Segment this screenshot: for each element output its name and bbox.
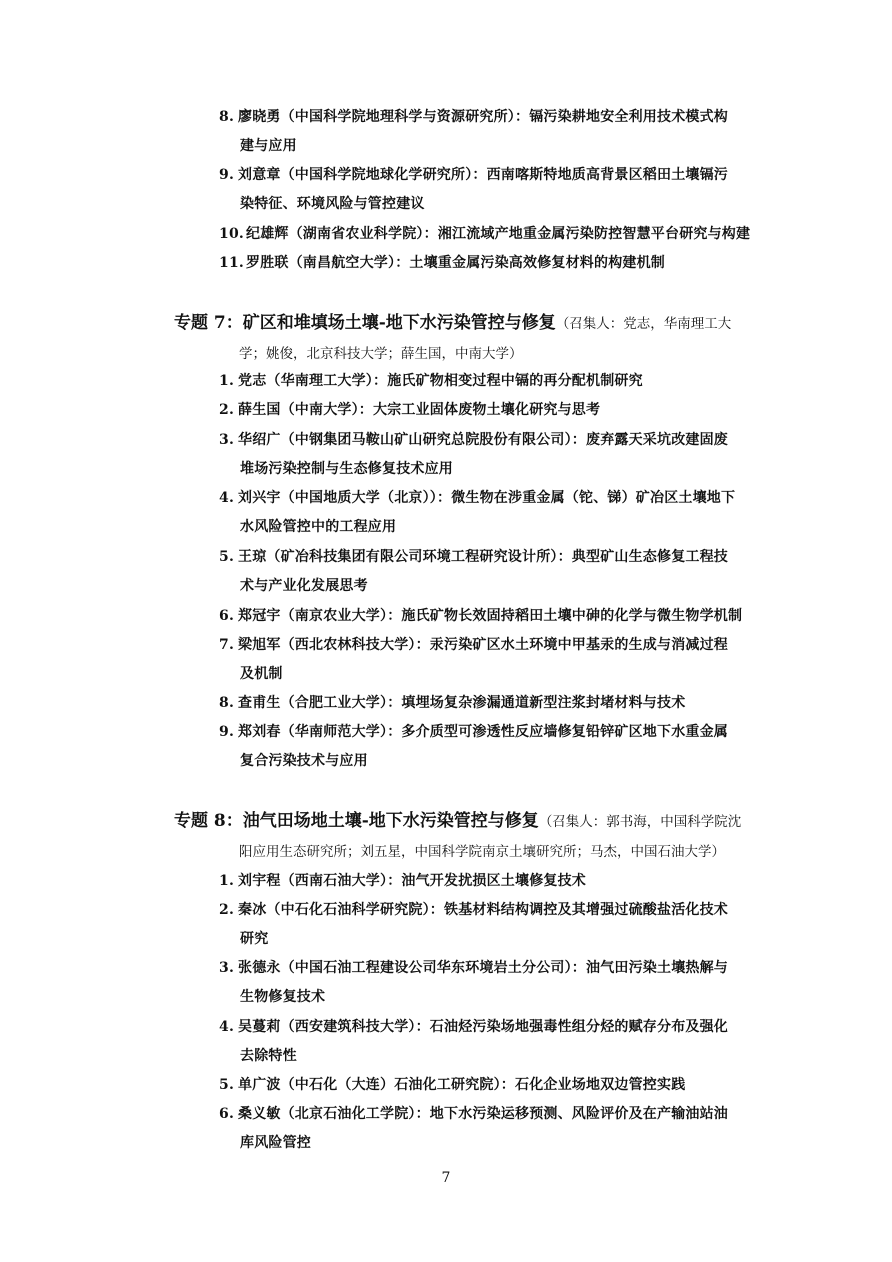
list-item	[219, 484, 779, 542]
item-text: 单广波（中石化（大连）石油化工研究院）：石化企业场地双边管控实践	[238, 1077, 686, 1093]
list-item	[219, 718, 779, 776]
item-number: 7.	[219, 637, 235, 653]
item-text: 党志（华南理工大学）：施氏矿物相变过程中镉的再分配机制研究	[238, 373, 643, 389]
item-text-continued: 复合污染技术与应用	[240, 753, 368, 769]
list-item	[219, 396, 779, 425]
item-number: 5.	[219, 1077, 235, 1093]
item-number: 9.	[219, 724, 235, 740]
topic-conveners: （召集人：党志，华南理工大	[555, 316, 732, 332]
list-item	[219, 689, 779, 718]
item-text-continued: 去除特性	[240, 1048, 297, 1064]
item-text-continued: 建与应用	[240, 138, 297, 154]
list-item	[219, 1013, 779, 1071]
item-text-continued: 术与产业化发展思考	[240, 578, 368, 594]
item-text: 郑冠宇（南京农业大学）：施氏矿物长效固持稻田土壤中砷的化学与微生物学机制	[238, 608, 743, 624]
list-item	[219, 103, 779, 161]
item-number: 2.	[219, 902, 235, 918]
item-number: 3.	[219, 960, 235, 976]
list-item	[219, 543, 779, 601]
list-item	[219, 1071, 779, 1100]
page-number: 7	[441, 1170, 451, 1186]
list-item	[219, 602, 779, 631]
item-number: 4.	[219, 490, 235, 506]
item-text: 查甫生（合肥工业大学）：填埋场复杂渗漏通道新型注浆封堵材料与技术	[238, 695, 686, 711]
list-item	[219, 631, 779, 689]
list-item	[219, 1100, 779, 1158]
item-text: 王琼（矿冶科技集团有限公司环境工程研究设计所）：典型矿山生态修复工程技	[238, 549, 728, 565]
item-number: 3.	[219, 432, 235, 448]
topic-conveners: （召集人：郭书海，中国科学院沈	[538, 814, 742, 830]
item-number: 4.	[219, 1019, 235, 1035]
item-text-continued: 染特征、环境风险与管控建议	[240, 196, 425, 212]
item-number: 9.	[219, 167, 235, 183]
item-text-continued: 水风险管控中的工程应用	[240, 519, 397, 535]
item-text-continued: 堆场污染控制与生态修复技术应用	[240, 461, 453, 477]
item-text: 张德永（中国石油工程建设公司华东环境岩土分公司）：油气田污染土壤热解与	[238, 960, 728, 976]
item-text: 梁旭军（西北农林科技大学）：汞污染矿区水土环境中甲基汞的生成与消减过程	[238, 637, 728, 653]
item-number: 10.	[219, 226, 244, 242]
list-item	[219, 249, 779, 278]
list-item	[219, 426, 779, 484]
item-text: 秦冰（中石化石油科学研究院）：铁基材料结构调控及其增强过硫酸盐活化技术	[238, 902, 728, 918]
item-number: 2.	[219, 402, 235, 418]
topic-conveners-continued: 学；姚俊，北京科技大学；薛生国，中南大学）	[239, 346, 523, 362]
topic-7-heading	[174, 308, 784, 369]
list-item	[219, 367, 779, 396]
item-text: 廖晓勇（中国科学院地理科学与资源研究所）：镉污染耕地安全利用技术模式构	[238, 109, 728, 125]
item-text-continued: 及机制	[240, 666, 283, 682]
item-number: 6.	[219, 1106, 235, 1122]
list-item	[219, 161, 779, 219]
item-text-continued: 研究	[240, 931, 269, 947]
topic-8-heading	[174, 806, 784, 867]
item-number: 1.	[219, 373, 235, 389]
item-text: 华绍广（中钢集团马鞍山矿山研究总院股份有限公司）：废弃露天采坑改建固废	[238, 432, 728, 448]
item-number: 8.	[219, 109, 235, 125]
item-text: 薛生国（中南大学）：大宗工业固体废物土壤化研究与思考	[238, 402, 601, 418]
item-number: 5.	[219, 549, 235, 565]
topic-title: 专题 8：油气田场地土壤-地下水污染管控与修复	[174, 811, 539, 831]
list-item	[219, 867, 779, 896]
item-number: 1.	[219, 873, 235, 889]
item-text: 刘意章（中国科学院地球化学研究所）：西南喀斯特地质高背景区稻田土壤镉污	[238, 167, 728, 183]
item-text: 桑义敏（北京石油化工学院）：地下水污染运移预测、风险评价及在产输油站油	[238, 1106, 728, 1122]
item-text: 罗胜联（南昌航空大学）：土壤重金属污染高效修复材料的构建机制	[246, 255, 665, 271]
list-item	[219, 896, 779, 954]
item-text: 刘兴宇（中国地质大学（北京））：微生物在涉重金属（铊、锑）矿冶区土壤地下	[238, 490, 736, 506]
item-text: 吴蔓莉（西安建筑科技大学）：石油烃污染场地强毒性组分烃的赋存分布及强化	[238, 1019, 728, 1035]
item-text-continued: 生物修复技术	[240, 989, 326, 1005]
list-item	[219, 954, 779, 1012]
list-item	[219, 220, 779, 249]
item-text: 纪雄辉（湖南省农业科学院）：湘江流域产地重金属污染防控智慧平台研究与构建	[246, 226, 751, 242]
item-number: 11.	[219, 255, 244, 271]
item-number: 6.	[219, 608, 235, 624]
item-text: 刘宇程（西南石油大学）：油气开发扰损区土壤修复技术	[238, 873, 586, 889]
topic-title: 专题 7：矿区和堆填场土壤-地下水污染管控与修复	[174, 313, 556, 333]
item-text: 郑刘春（华南师范大学）：多介质型可渗透性反应墙修复铅锌矿区地下水重金属	[238, 724, 728, 740]
item-text-continued: 库风险管控	[240, 1135, 311, 1151]
topic-conveners-continued: 阳应用生态研究所；刘五星，中国科学院南京土壤研究所；马杰，中国石油大学）	[239, 844, 725, 860]
item-number: 8.	[219, 695, 235, 711]
